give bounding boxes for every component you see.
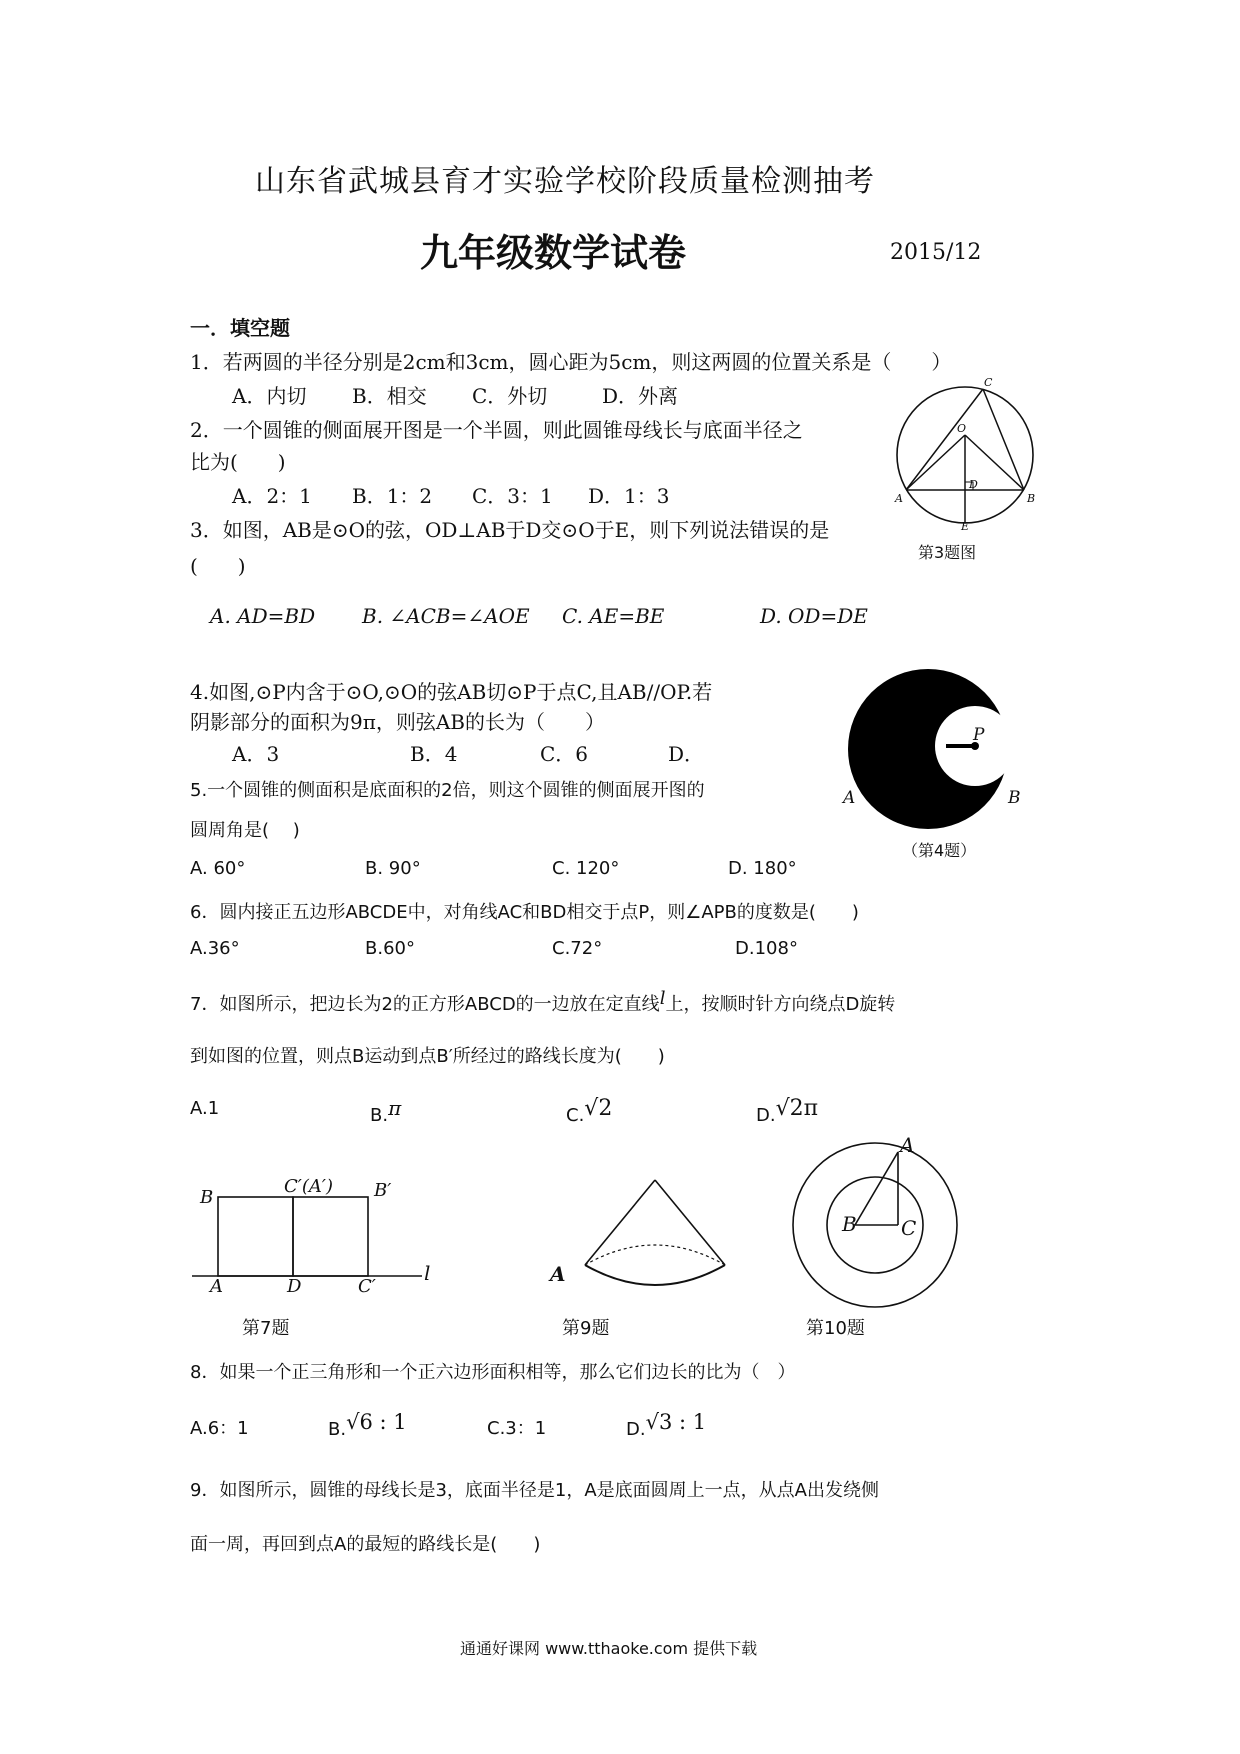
q5-option-b: B. 90° (365, 858, 421, 879)
exam-date: 2015/12 (890, 240, 982, 265)
q7-label-c-prime: C′ (358, 1276, 376, 1297)
q7-option-c-label: C. (566, 1105, 585, 1126)
q3-stem-line1: 3．如图，AB是⊙O的弦，OD⊥AB于D交⊙O于E，则下列说法错误的是 (190, 518, 830, 542)
q9-figure (545, 1175, 725, 1295)
q7-label-d: D (287, 1276, 302, 1297)
q8-option-a: A.6：1 (190, 1418, 249, 1439)
q8-option-d (626, 1410, 706, 1440)
q1-option-b: B．相交 (352, 384, 427, 408)
q3-option-d: D. OD=DE (760, 604, 868, 628)
q4-figure (843, 666, 1048, 816)
q3-label-o: O (957, 422, 967, 435)
q6-stem: 6．圆内接正五边形ABCDE中，对角线AC和BD相交于点P，则∠APB的度数是( ) (190, 902, 859, 923)
q2-option-d: D．1：3 (588, 484, 670, 508)
q9-label-a: A (550, 1262, 566, 1286)
q10-figure (790, 1133, 960, 1310)
q6-option-b: B.60° (365, 938, 415, 959)
q1-option-c: C．外切 (472, 384, 548, 408)
q8-option-b-math: √6 : 1 (346, 1410, 407, 1434)
q7-figure-caption: 第7题 (242, 1318, 290, 1339)
q7-stem-text-a: 7．如图所示，把边长为2的正方形ABCD的一边放在定直线 (190, 994, 660, 1015)
q6-option-d: D.108° (735, 938, 798, 959)
q7-label-l: l (424, 1261, 431, 1285)
q3-option-c: C. AE=BE (562, 604, 665, 628)
q4-option-a: A．3 (232, 742, 280, 766)
q5-option-c: C. 120° (552, 858, 620, 879)
q4-label-b: B (1008, 788, 1021, 808)
q4-option-c: C．6 (540, 742, 589, 766)
q7-option-b-label: B. (370, 1105, 389, 1126)
q3-label-c: C (984, 376, 993, 389)
q7-option-c (566, 1096, 612, 1126)
q3-figure (890, 376, 1040, 533)
q3-option-a: A. AD=BD (210, 604, 316, 628)
q7-label-b-prime: B′ (374, 1180, 392, 1201)
q3-stem-line2: ( ) (190, 554, 246, 578)
q4-option-b: B．4 (410, 742, 458, 766)
q3-label-a: A (895, 492, 903, 505)
q10-label-c: C (901, 1216, 917, 1240)
q7-stem-line1 (190, 988, 895, 1016)
q1-option-d: D．外离 (602, 384, 679, 408)
q9-stem-line1: 9．如图所示，圆锥的母线长是3，底面半径是1，A是底面圆周上一点，从点A出发绕侧 (190, 1480, 879, 1501)
q7-stem-line2: 到如图的位置，则点B运动到点B′所经过的路线长度为( ) (190, 1046, 665, 1067)
q5-stem-line2: 圆周角是( ) (190, 820, 300, 841)
q7-option-c-math: √2 (584, 1096, 613, 1121)
q5-option-a: A. 60° (190, 858, 246, 879)
q2-option-a: A．2：1 (232, 484, 312, 508)
q9-stem-line2: 面一周，再回到点A的最短的路线长是( ) (190, 1534, 541, 1555)
q7-line-variable: l (659, 988, 666, 1009)
page-footer: 通通好课网 www.tthaoke.com 提供下载 (460, 1639, 758, 1658)
q7-option-d-label: D. (756, 1105, 776, 1126)
q7-label-b: B (200, 1187, 214, 1208)
q4-option-d: D． (668, 742, 705, 766)
q7-figure (192, 1168, 442, 1297)
q9-figure-caption: 第9题 (562, 1318, 610, 1339)
q8-stem: 8．如果一个正三角形和一个正六边形面积相等，那么它们边长的比为（ ） (190, 1362, 796, 1383)
q5-option-d: D. 180° (728, 858, 797, 879)
q4-label-p: P (973, 725, 985, 745)
q2-stem-line1: 2．一个圆锥的侧面展开图是一个半圆，则此圆锥母线长与底面半径之 (190, 418, 803, 442)
q3-label-d: D (969, 478, 978, 491)
q6-option-a: A.36° (190, 938, 240, 959)
q10-label-b: B (842, 1212, 857, 1236)
school-name: 山东省武城县育才实验学校阶段质量检测抽考 (255, 164, 875, 199)
q5-stem-line1: 5.一个圆锥的侧面积是底面积的2倍，则这个圆锥的侧面展开图的 (190, 780, 705, 801)
q3-label-b: B (1027, 492, 1036, 505)
q8-option-d-label: D. (626, 1419, 646, 1440)
q8-option-d-math: √3 : 1 (645, 1410, 707, 1434)
q7-option-d (756, 1096, 818, 1126)
q4-figure-caption: （第4题） (902, 841, 977, 860)
q4-stem-line1: 4.如图,⊙P内含于⊙O,⊙O的弦AB切⊙P于点C,且AB//OP.若 (190, 680, 713, 704)
q7-option-b (370, 1096, 401, 1126)
q4-stem-line2: 阴影部分的面积为9π，则弦AB的长为（ ） (190, 710, 606, 734)
section-title: 一．填空题 (190, 316, 290, 340)
q2-stem-line2: 比为( ) (190, 450, 286, 474)
q10-label-a: A (900, 1133, 915, 1157)
q7-option-a (190, 1098, 219, 1119)
q3-label-e: E (961, 520, 970, 533)
q7-label-a: A (210, 1276, 223, 1297)
q1-option-a: A．内切 (232, 384, 307, 408)
q7-option-b-math: π (388, 1096, 402, 1120)
q7-stem-text-b: 上，按顺时针方向绕点D旋转 (665, 994, 896, 1015)
q4-label-a: A (843, 788, 856, 808)
q7-label-c-a: C′(A′) (284, 1176, 333, 1197)
page-title: 九年级数学试卷 (420, 231, 687, 275)
q7-option-a-label: A.1 (190, 1098, 220, 1119)
q3-option-b: B. ∠ACB=∠AOE (362, 604, 530, 628)
q3-figure-caption: 第3题图 (918, 543, 977, 562)
q10-figure-caption: 第10题 (806, 1318, 865, 1339)
q8-option-b (328, 1410, 407, 1440)
q2-option-b: B．1：2 (352, 484, 433, 508)
q1-stem: 1．若两圆的半径分别是2cm和3cm，圆心距为5cm，则这两圆的位置关系是（ ） (190, 350, 952, 374)
q8-option-b-label: B. (328, 1419, 347, 1440)
q8-option-c: C.3：1 (487, 1418, 547, 1439)
q7-option-d-math: √2π (775, 1096, 819, 1121)
q2-option-c: C．3：1 (472, 484, 553, 508)
q6-option-c: C.72° (552, 938, 603, 959)
